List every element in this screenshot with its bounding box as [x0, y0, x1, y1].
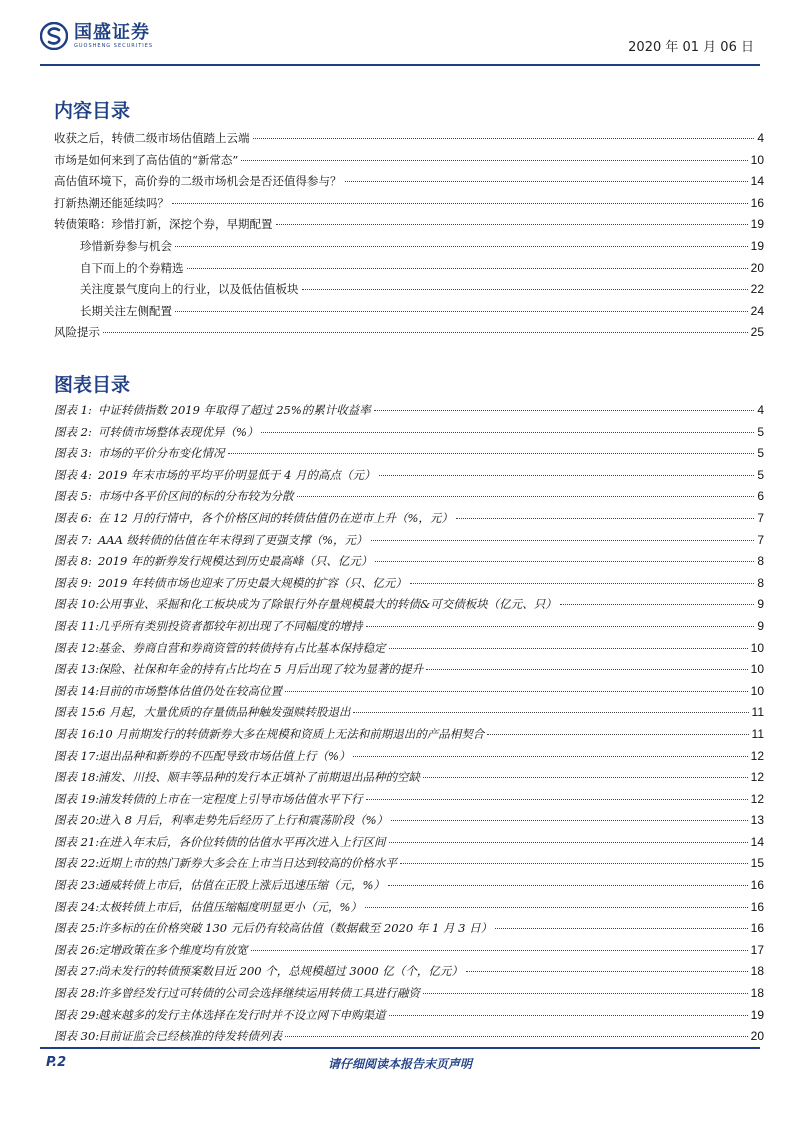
figure-entry-number: 图表 12: — [54, 640, 100, 655]
toc-leader — [285, 1036, 748, 1037]
figure-entry-number: 图表 25: — [54, 921, 100, 936]
figure-entry-page: 8 — [757, 575, 764, 590]
toc-leader — [103, 332, 748, 333]
figure-entry-page: 9 — [757, 597, 764, 612]
figure-entry-number: 图表 28: — [54, 986, 100, 1001]
toc-leader — [466, 971, 748, 972]
figure-entry-page: 17 — [750, 942, 764, 957]
toc-leader — [276, 224, 748, 225]
figure-entry-page: 18 — [750, 986, 764, 1001]
figure-entry-number: 图表 19: — [54, 791, 100, 806]
toc-entry[interactable] — [54, 260, 764, 282]
figure-entry[interactable] — [54, 985, 764, 1007]
toc-leader — [400, 863, 748, 864]
figure-entry-number: 图表 1: — [54, 403, 92, 417]
figure-entry-page: 5 — [757, 467, 764, 482]
figure-entry-page: 12 — [750, 791, 764, 806]
figure-entry-number: 图表 3: — [54, 446, 92, 461]
figure-entry[interactable] — [54, 445, 764, 467]
figure-entry[interactable] — [54, 532, 764, 554]
figure-entry-page: 12 — [750, 748, 764, 763]
figure-entry[interactable] — [54, 704, 764, 726]
figure-entry-number: 图表 9: — [54, 575, 92, 590]
figure-entry-number: 图表 24: — [54, 899, 100, 914]
figure-entry[interactable] — [54, 877, 764, 899]
figure-entry-page: 16 — [750, 878, 764, 893]
toc-entry-page: 25 — [750, 325, 764, 340]
figure-entry-page: 20 — [750, 1029, 764, 1044]
toc-leader — [487, 734, 748, 735]
figure-entry-number: 图表 21: — [54, 834, 100, 849]
figure-entry-page: 5 — [757, 446, 764, 461]
toc-leader — [366, 799, 748, 800]
figure-entry-title: 定增政策在多个维度均有放宽 — [98, 942, 248, 957]
figure-entry-page: 16 — [750, 899, 764, 914]
toc-leader — [366, 626, 755, 627]
figure-entry[interactable] — [54, 769, 764, 791]
toc-entry-page: 14 — [750, 174, 764, 189]
toc-entry[interactable] — [54, 238, 764, 260]
figure-entry-title: 近期上市的热门新券大多会在上市当日达到较高的价格水平 — [98, 856, 397, 871]
figure-entry-number: 图表 16: — [54, 726, 100, 741]
toc-entry-page: 10 — [750, 152, 764, 167]
figure-entry[interactable] — [54, 683, 764, 705]
figure-entry-page: 10 — [750, 640, 764, 655]
contents-title: 内容目录 — [54, 100, 131, 122]
toc-leader — [345, 181, 748, 182]
figure-entry[interactable] — [54, 596, 764, 618]
figure-entry-number: 图表 11: — [54, 618, 100, 633]
toc-leader — [251, 950, 748, 951]
figure-entry-title: 通威转债上市后，估值在正股上涨后迅速压缩（元，%） — [98, 878, 385, 893]
toc-leader — [261, 432, 754, 433]
disclaimer-note: 请仔细阅读本报告末页声明 — [327, 1057, 472, 1071]
figure-entry-page: 16 — [750, 921, 764, 936]
figure-entry-title: 许多标的在价格突破 130 元后仍有较高估值（数据截至 2020 年 1 月 3 日） — [98, 921, 493, 936]
page-header — [40, 22, 760, 62]
figure-entry-number: 图表 20: — [54, 813, 100, 828]
figure-entry[interactable] — [54, 942, 764, 964]
toc-entry-page: 4 — [757, 131, 764, 145]
figure-entry-page: 4 — [757, 403, 764, 417]
toc-leader — [371, 540, 755, 541]
toc-entry[interactable] — [54, 281, 764, 303]
figure-entry-title: 浦发转债的上市在一定程度上引导市场估值水平下行 — [98, 791, 363, 806]
toc-entry[interactable] — [54, 216, 764, 238]
toc-leader — [423, 993, 748, 994]
figure-entry-title: 2019 年末市场的平均平价明显低于 4 月的高点（元） — [98, 467, 376, 482]
toc-entry-title: 收获之后，转债二级市场估值踏上云端 — [54, 131, 250, 145]
figure-entry[interactable] — [54, 920, 764, 942]
figure-entry-number: 图表 17: — [54, 748, 100, 763]
figure-entry-number: 图表 30: — [54, 1029, 100, 1044]
toc-entry-page: 19 — [750, 238, 764, 253]
figure-entry-title: AAA 级转债的估值在年末得到了更强支撑（%，元） — [98, 532, 368, 547]
figure-entry[interactable] — [54, 575, 764, 597]
toc-entry-title: 高估值环境下，高价券的二级市场机会是否还值得参与？ — [54, 174, 342, 189]
toc-leader — [379, 475, 755, 476]
toc-leader — [175, 246, 748, 247]
figure-entry-title: 6 月起，大量优质的存量债品种触发强赎转股退出 — [98, 705, 351, 720]
figure-entry[interactable] — [54, 855, 764, 877]
figure-entry-number: 图表 23: — [54, 878, 100, 893]
toc-leader — [285, 691, 748, 692]
toc-entry-page: 22 — [750, 282, 764, 297]
toc-entry-title: 风险提示 — [54, 325, 100, 340]
toc-leader — [391, 820, 748, 821]
toc-entry[interactable] — [54, 195, 764, 217]
figure-entry-page: 11 — [751, 726, 764, 741]
brand-logo-icon — [40, 22, 68, 50]
figure-entry-page: 12 — [750, 770, 764, 785]
figure-entry[interactable] — [54, 640, 764, 662]
figure-entry-title: 中证转债指数 2019 年取得了超过 25%的累计收益率 — [98, 403, 371, 417]
figure-entry-title: 太极转债上市后，估值压缩幅度明显更小（元，%） — [98, 899, 362, 914]
toc-entry[interactable] — [54, 324, 764, 346]
figure-entry[interactable] — [54, 812, 764, 834]
toc-entry-title: 自下而上的个券精选 — [80, 260, 184, 275]
figure-entry-title: 保险、社保和年金的持有占比均在 5 月后出现了较为显著的提升 — [98, 662, 424, 677]
figure-entry-number: 图表 4: — [54, 467, 92, 482]
toc-leader — [423, 777, 748, 778]
toc-leader — [456, 518, 754, 519]
toc-leader — [187, 268, 748, 269]
figure-entry-title: 目前证监会已经核准的待发转债列表 — [98, 1029, 282, 1044]
figure-entry[interactable] — [54, 834, 764, 856]
figure-entry-title: 市场的平价分布变化情况 — [98, 446, 225, 461]
figure-entry-page: 10 — [750, 662, 764, 677]
figure-entry-title: 越来越多的发行主体选择在发行时并不设立网下申购渠道 — [98, 1007, 386, 1022]
toc-leader — [410, 583, 754, 584]
figure-entry-title: 退出品种和新券的不匹配导致市场估值上行（%） — [98, 748, 351, 763]
figure-entry-page: 5 — [757, 424, 764, 439]
header-divider — [40, 64, 760, 66]
figure-entry-number: 图表 27: — [54, 964, 100, 979]
figure-entry-title: 尚未发行的转债预案数目近 200 个，总规模超过 3000 亿（个，亿元） — [98, 964, 463, 979]
figure-entry-page: 6 — [757, 489, 764, 504]
brand-name-en: GUOSHENG SECURITIES — [74, 42, 154, 49]
figure-entry-title: 几乎所有类别投资者都较年初出现了不同幅度的增持 — [98, 618, 363, 633]
toc-leader — [241, 160, 747, 161]
figure-entry[interactable] — [54, 488, 764, 510]
toc-leader — [172, 203, 748, 204]
figure-entry-title: 目前的市场整体估值仍处在较高位置 — [98, 683, 282, 698]
figure-entry-page: 19 — [750, 1007, 764, 1022]
report-date: 2020 年 01 月 06 日 — [628, 40, 754, 55]
figure-entry-number: 图表 2: — [54, 424, 92, 439]
figure-entry-page: 9 — [757, 618, 764, 633]
figure-entry-title: 公用事业、采掘和化工板块成为了除银行外存量规模最大的转债&可交债板块（亿元、只） — [98, 597, 557, 612]
toc-entry-title: 珍惜新券参与机会 — [80, 238, 172, 253]
toc-leader — [365, 907, 748, 908]
figure-entry-number: 图表 18: — [54, 770, 100, 785]
figure-entry[interactable] — [54, 467, 764, 489]
figure-entry-number: 图表 10: — [54, 597, 100, 612]
figure-entry[interactable] — [54, 726, 764, 748]
figure-entry[interactable] — [54, 899, 764, 921]
toc-leader — [297, 496, 755, 497]
figure-entry-number: 图表 8: — [54, 554, 92, 569]
figure-entry[interactable] — [54, 402, 764, 424]
figure-entry-title: 10 月前期发行的转债新券大多在规模和资质上无法和前期退出的产品相契合 — [98, 726, 485, 741]
figure-entry-page: 7 — [757, 532, 764, 547]
toc-leader — [302, 289, 748, 290]
figure-entry-number: 图表 5: — [54, 489, 92, 504]
toc-entry[interactable] — [54, 152, 764, 174]
figures-title: 图表目录 — [54, 374, 131, 396]
toc-leader — [560, 604, 755, 605]
toc-leader — [374, 410, 755, 411]
footer-divider — [40, 1047, 760, 1049]
figure-entry[interactable] — [54, 791, 764, 813]
toc-leader — [228, 453, 755, 454]
figure-entry-page: 14 — [750, 834, 764, 849]
toc-entry-title: 长期关注左侧配置 — [80, 303, 172, 318]
figure-entry[interactable] — [54, 748, 764, 770]
figure-entry[interactable] — [54, 661, 764, 683]
contents-list — [54, 130, 764, 346]
figure-entry[interactable] — [54, 618, 764, 640]
toc-entry-page: 16 — [750, 195, 764, 210]
figure-entry-title: 浦发、川投、顺丰等品种的发行本正填补了前期退出品种的空缺 — [98, 770, 420, 785]
toc-leader — [389, 1015, 748, 1016]
figure-entry-number: 图表 15: — [54, 705, 100, 720]
toc-entry-page: 24 — [750, 303, 764, 318]
figure-entry-title: 进入 8 月后，利率走势先后经历了上行和震荡阶段（%） — [98, 813, 389, 828]
toc-leader — [495, 928, 748, 929]
figure-entry-title: 可转债市场整体表现优异（%） — [98, 424, 259, 439]
figure-entry[interactable] — [54, 553, 764, 575]
figure-entry-title: 2019 年的新券发行规模达到历史最高峰（只、亿元） — [98, 554, 373, 569]
figure-entry-title: 许多曾经发行过可转债的公司会选择继续运用转债工具进行融资 — [98, 986, 420, 1001]
figure-entry-page: 18 — [750, 964, 764, 979]
figure-entry-number: 图表 26: — [54, 942, 100, 957]
toc-entry-page: 20 — [750, 260, 764, 275]
figure-entry-number: 图表 6: — [54, 510, 92, 525]
toc-entry[interactable] — [54, 173, 764, 195]
figure-entry-number: 图表 22: — [54, 856, 100, 871]
figure-entry-title: 基金、券商自营和券商资管的转债持有占比基本保持稳定 — [98, 640, 386, 655]
figure-entry[interactable] — [54, 1007, 764, 1029]
toc-leader — [253, 138, 755, 139]
figure-entry-title: 市场中各平价区间的标的分布较为分散 — [98, 489, 294, 504]
page-number: P.2 — [46, 1055, 67, 1070]
figures-list — [54, 402, 764, 1050]
toc-entry-title: 打新热潮还能延续吗？ — [54, 195, 169, 210]
brand-logo — [40, 22, 153, 50]
toc-leader — [389, 842, 748, 843]
toc-leader — [175, 311, 748, 312]
figure-entry[interactable] — [54, 510, 764, 532]
figure-entry-title: 在进入年末后，各价位转债的估值水平再次进入上行区间 — [98, 834, 386, 849]
figure-entry[interactable] — [54, 424, 764, 446]
figure-entry-page: 15 — [750, 856, 764, 871]
toc-leader — [375, 561, 754, 562]
toc-entry-title: 关注度景气度向上的行业，以及低估值板块 — [80, 282, 299, 297]
toc-entry[interactable] — [54, 130, 764, 152]
figure-entry-page: 10 — [750, 683, 764, 698]
figure-entry-number: 图表 7: — [54, 532, 92, 547]
figure-entry-number: 图表 14: — [54, 683, 100, 698]
figure-entry-page: 7 — [757, 510, 764, 525]
toc-entry[interactable] — [54, 303, 764, 325]
toc-leader — [353, 712, 748, 713]
figure-entry[interactable] — [54, 963, 764, 985]
figure-entry-title: 2019 年转债市场也迎来了历史最大规模的扩容（只、亿元） — [98, 575, 407, 590]
figure-entry-number: 图表 13: — [54, 662, 100, 677]
toc-entry-title: 转债策略：珍惜打新，深挖个券，早期配置 — [54, 217, 273, 232]
brand-name-cn: 国盛证券 — [74, 21, 150, 43]
toc-leader — [426, 669, 748, 670]
figure-entry-page: 8 — [757, 554, 764, 569]
toc-leader — [388, 885, 748, 886]
figure-entry-page: 11 — [751, 705, 764, 720]
figure-entry-page: 13 — [750, 813, 764, 828]
figure-entry-number: 图表 29: — [54, 1007, 100, 1022]
toc-entry-title: 市场是如何来到了高估值的“新常态” — [54, 152, 239, 167]
toc-entry-page: 19 — [750, 217, 764, 232]
toc-leader — [353, 756, 747, 757]
figure-entry-title: 在 12 月的行情中，各个价格区间的转债估值仍在逆市上升（%，元） — [98, 510, 453, 525]
toc-leader — [389, 648, 748, 649]
